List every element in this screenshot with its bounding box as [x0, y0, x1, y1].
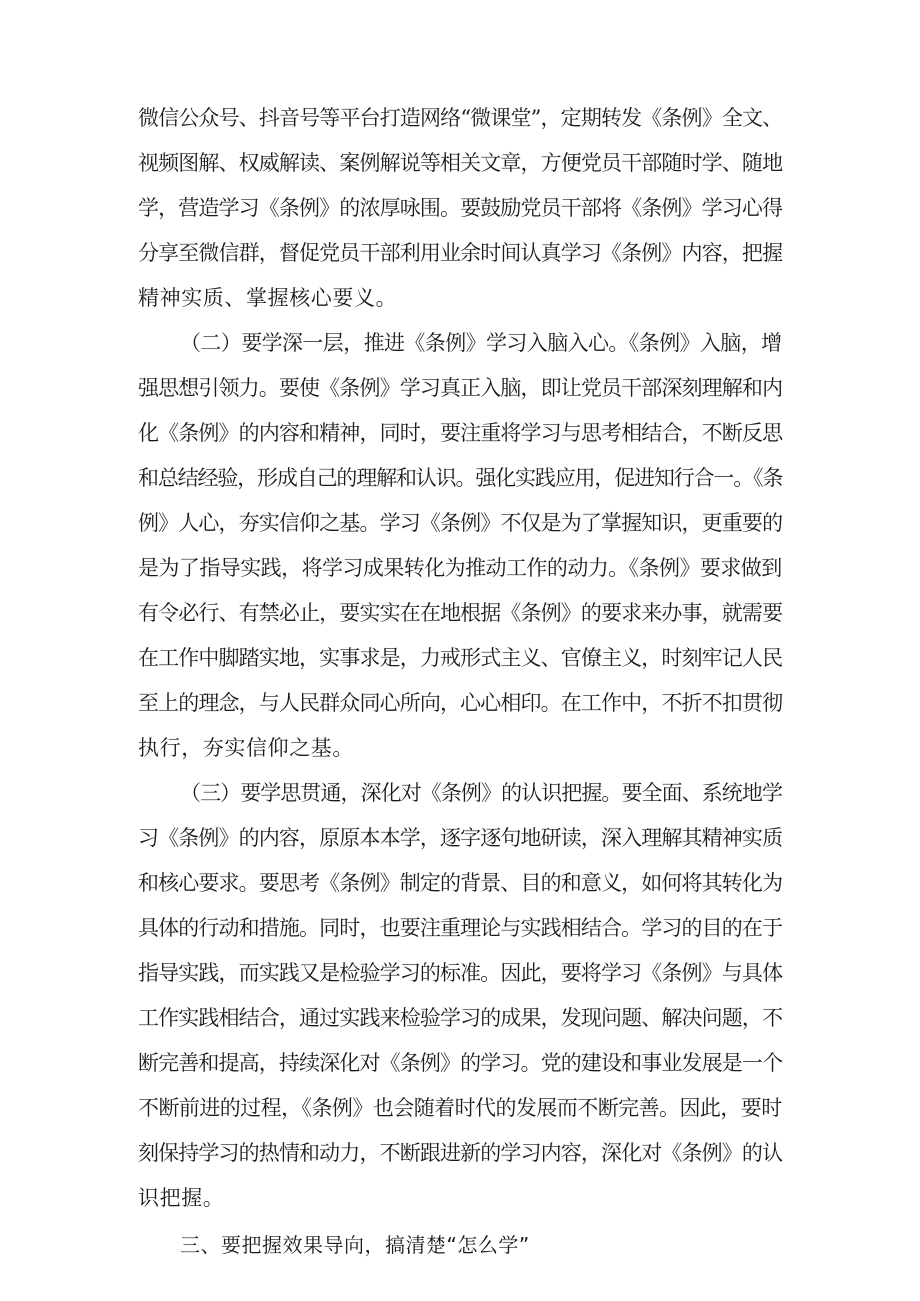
- text-line: 执行，夯实信仰之基。: [138, 736, 354, 760]
- text-line: 和总结经验，形成自己的理解和认识。强化实践应用，促进知行合一。《条: [138, 466, 783, 490]
- text-line: 精神实质、掌握核心要义。: [138, 286, 398, 310]
- text-line: 微信公众号、抖音号等平台打造网络“微课堂”，定期转发《条例》全文、: [138, 106, 783, 130]
- section-heading: 三、要把握效果导向，搞清楚“怎么学”: [180, 1233, 530, 1257]
- text-line: 化《条例》的内容和精神，同时，要注重将学习与思考相结合，不断反思: [138, 421, 783, 445]
- text-line: 分享至微信群，督促党员干部利用业余时间认真学习《条例》内容，把握: [138, 241, 783, 265]
- text-line: 至上的理念，与人民群众同心所向，心心相印。在工作中，不折不扣贯彻: [138, 691, 783, 715]
- text-line: 是为了指导实践，将学习成果转化为推动工作的动力。《条例》要求做到: [138, 556, 782, 580]
- text-line: 具体的行动和措施。同时，也要注重理论与实践相结合。学习的目的在于: [138, 916, 783, 940]
- text-line: 不断前进的过程，《条例》也会随着时代的发展而不断完善。因此，要时: [138, 1096, 782, 1120]
- text-line: 学，营造学习《条例》的浓厚咏围。要鼓励党员干部将《条例》学习心得: [138, 196, 783, 220]
- text-line: 例》人心，夯实信仰之基。学习《条例》不仅是为了掌握知识，更重要的: [138, 511, 783, 535]
- text-line: 刻保持学习的热情和动力，不断跟进新的学习内容，深化对《条例》的认: [138, 1141, 783, 1165]
- text-line: （二）要学深一层，推进《条例》学习入脑入心。《条例》入脑，增: [180, 331, 782, 355]
- text-line: 强思想引领力。要使《条例》学习真正入脑，即让党员干部深刻理解和内: [138, 376, 783, 400]
- text-line: 工作实践相结合，通过实践来检验学习的成果，发现问题、解决问题，不: [138, 1006, 783, 1030]
- text-line: 在工作中脚踏实地，实事求是，力戒形式主义、官僚主义，时刻牢记人民: [138, 646, 783, 670]
- text-line: 断完善和提高，持续深化对《条例》的学习。党的建设和事业发展是一个: [138, 1051, 783, 1075]
- text-line: 视频图解、权威解读、案例解说等相关文章，方便党员干部随时学、随地: [138, 151, 783, 175]
- text-line: 和核心要求。要思考《条例》制定的背景、目的和意义，如何将其转化为: [138, 871, 783, 895]
- text-line: 指导实践，而实践又是检验学习的标准。因此，要将学习《条例》与具体: [138, 961, 783, 985]
- text-line: 识把握。: [138, 1186, 225, 1210]
- text-line: （三）要学思贯通，深化对《条例》的认识把握。要全面、系统地学: [180, 781, 782, 805]
- text-line: 有令必行、有禁必止，要实实在在地根据《条例》的要求来办事，就需要: [138, 601, 783, 625]
- text-line: 习《条例》的内容，原原本本学，逐字逐句地研读，深入理解其精神实质: [138, 826, 783, 850]
